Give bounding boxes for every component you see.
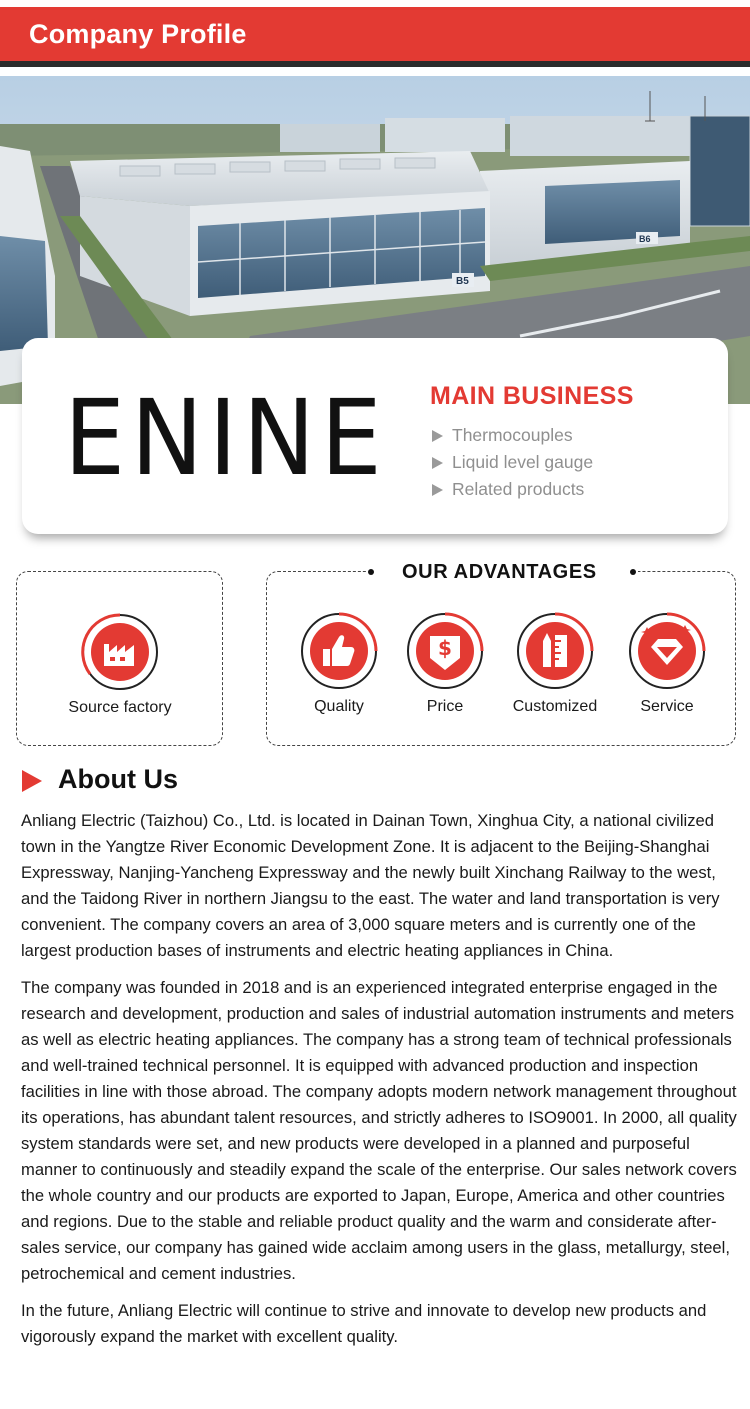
business-item-label: Thermocouples — [452, 425, 573, 445]
main-business-title: MAIN BUSINESS — [430, 382, 634, 410]
brand-logo: ENINE — [64, 377, 388, 499]
page-title: Company Profile — [29, 19, 247, 49]
play-arrow-icon — [22, 770, 42, 792]
advantage-quality — [284, 611, 394, 716]
about-paragraph: In the future, Anliang Electric will continue to strive and innovate to develop new products and vigorously expand the market with excellent quality. — [21, 1301, 707, 1346]
advantage-label: Price — [426, 698, 464, 715]
brand-card — [22, 338, 728, 534]
business-item-label: Related products — [452, 479, 585, 499]
advantage-service — [612, 611, 722, 716]
sign-label: B5 — [456, 276, 469, 287]
advantage-label: Customized — [512, 698, 598, 715]
advantage-ring — [299, 611, 379, 691]
header-bar — [0, 7, 750, 61]
bullet-dot-icon — [630, 569, 636, 575]
triangle-bullet-icon — [432, 457, 443, 469]
advantage-ring — [405, 611, 485, 691]
business-item-label: Liquid level gauge — [452, 452, 594, 472]
thumbs-up-icon — [299, 611, 379, 691]
about-title: About Us — [58, 764, 178, 794]
advantage-label: Quality — [314, 698, 364, 715]
list-item — [432, 476, 593, 503]
advantage-customized — [500, 611, 610, 716]
bullet-dot-icon — [368, 569, 374, 575]
triangle-bullet-icon — [432, 430, 443, 442]
sign-label: B6 — [639, 234, 651, 244]
list-item — [432, 449, 593, 476]
advantage-label: Service — [640, 698, 694, 715]
source-factory-box — [16, 571, 223, 746]
svg-text:$: $ — [438, 636, 452, 660]
advantage-ring — [515, 611, 595, 691]
header-underline — [0, 61, 750, 67]
advantage-label: Source factory — [68, 699, 172, 716]
about-paragraph: Anliang Electric (Taizhou) Co., Ltd. is located in Dainan Town, Xinghua City, a national civilized town in the Yangtze River Economic Development Zone. It is adjacent to the Beijing-Shanghai Expressway, Nanjing-Yancheng Expressway and the newly built Xinchang Railway to the west, and the Taidong River in northern Jiangsu to the east. The water and land transportation is very convenient. The company covers an area of 3,000 square meters and is currently one of the largest production bases of instruments and electric heating appliances in China. — [21, 811, 720, 960]
list-item — [432, 422, 593, 449]
advantages-title: OUR ADVANTAGES — [402, 561, 597, 583]
main-business-list — [432, 422, 593, 503]
advantage-ring — [80, 612, 160, 692]
triangle-bullet-icon — [432, 484, 443, 496]
advantages-heading — [366, 558, 638, 586]
factory-icon — [80, 612, 160, 692]
advantage-source-factory — [65, 612, 175, 717]
advantage-price — [390, 611, 500, 716]
advantage-ring — [627, 611, 707, 691]
ruler-pencil-icon — [515, 611, 595, 691]
about-body — [21, 808, 737, 1361]
about-paragraph: The company was founded in 2018 and is an experienced integrated enterprise engaged in the research and development, production and sales of industrial automation instruments and meters as well as electric heating appliances. The company has a strong team of technical professionals and well-trained technical personnel. It is equipped with advanced production and inspection facilities in line with those abroad. The company adopts modern network management throughout its operations, has abundant talent resources, and strictly adheres to ISO9001. In 2000, all quality system standards were set, and new products were developed in a planned and purposeful manner to continuously and steadily expand the scale of the enterprise. Our sales network covers the whole country and our products are exported to Japan, Europe, America and other countries and regions. Due to the stable and reliable product quality and the warm and considerate after-sales service, our company has gained wide acclaim among users in the glass, metallurgy, steel, petrochemical and cement industries. — [21, 978, 737, 1283]
dollar-tag-icon — [405, 611, 485, 691]
diamond-icon — [627, 611, 707, 691]
